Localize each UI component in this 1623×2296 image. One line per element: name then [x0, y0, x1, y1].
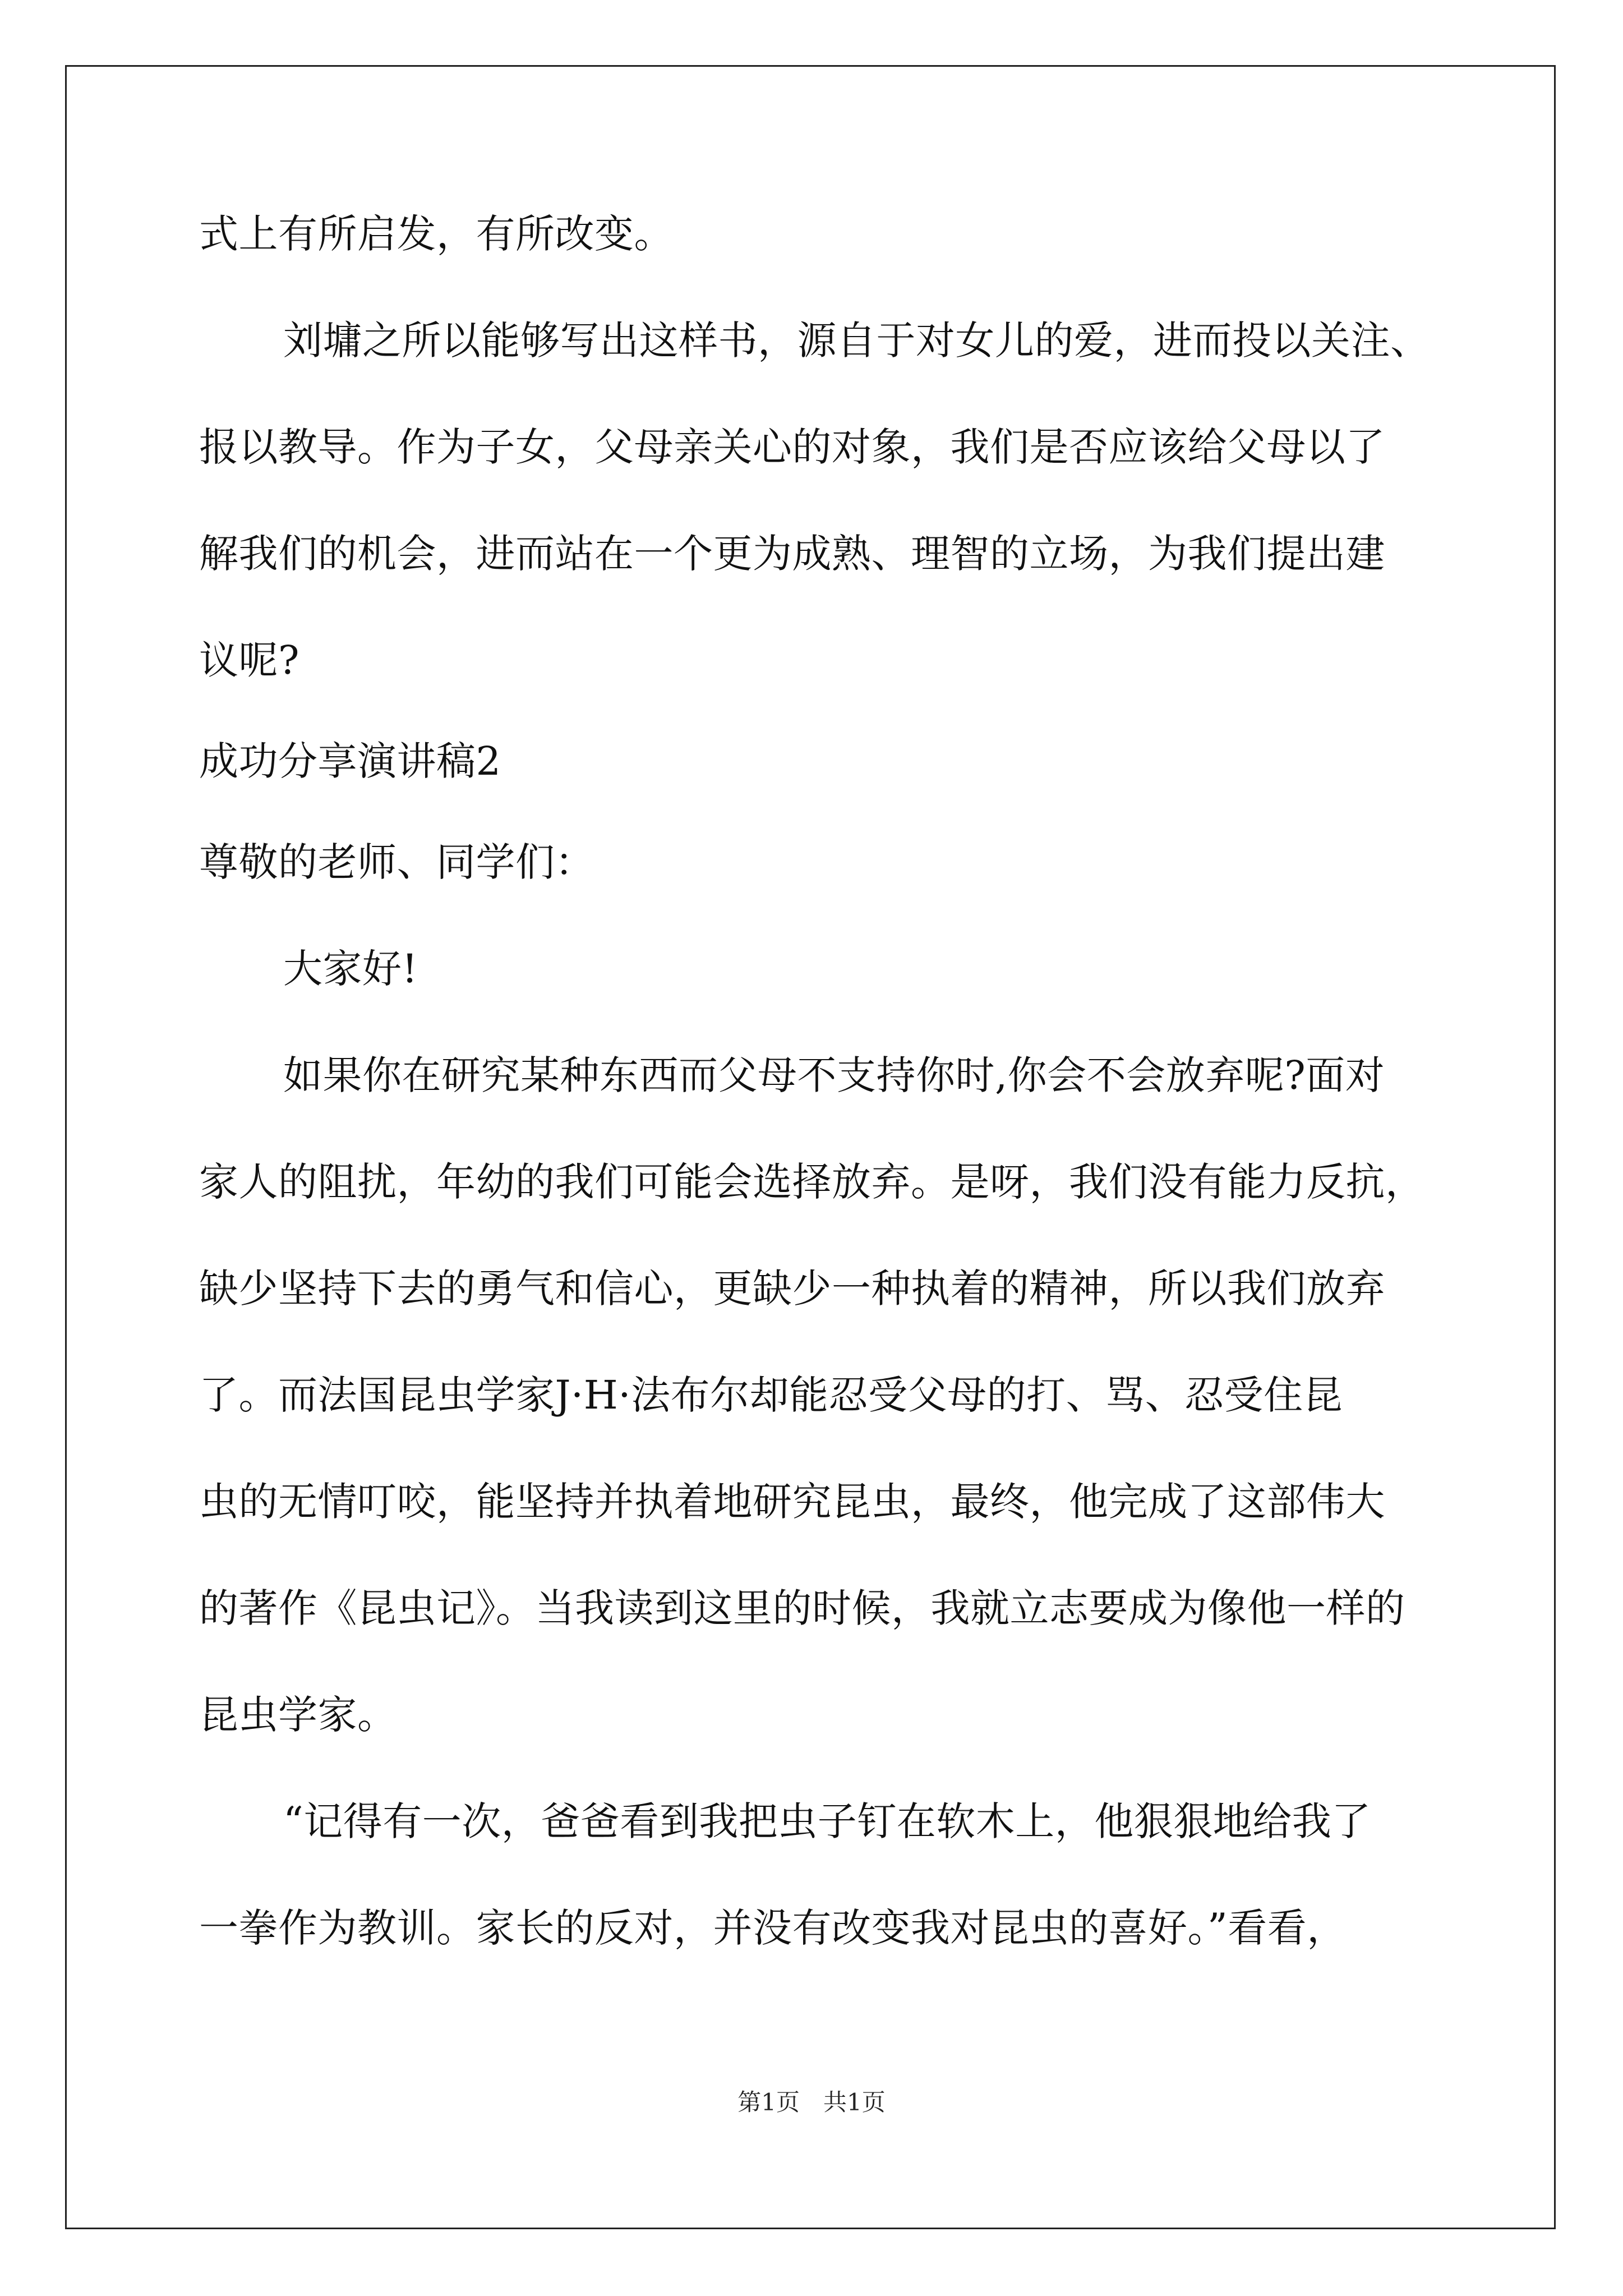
paragraph-line: 的著作《昆虫记》。当我读到这里的时候，我就立志要成为像他一样的 [199, 1585, 1405, 1631]
paragraph-line: “记得有一次，爸爸看到我把虫子钉在软木上，他狠狠地给我了 [283, 1798, 1371, 1844]
paragraph-line: 了。而法国昆虫学家J·H·法布尔却能忍受父母的打、骂、忍受住昆 [199, 1372, 1343, 1418]
paragraph-line: 家人的阻扰，年幼的我们可能会选择放弃。是呀，我们没有能力反抗， [199, 1159, 1425, 1205]
page-count: 共1页 [823, 2088, 886, 2116]
paragraph-line: 刘墉之所以能够写出这样书，源自于对女儿的爱，进而投以关注、 [283, 318, 1430, 364]
section-title: 成功分享演讲稿2 [199, 738, 501, 784]
paragraph-line: 一拳作为教训。家长的反对，并没有改变我对昆虫的喜好。”看看， [199, 1905, 1347, 1951]
greeting: 大家好! [283, 946, 418, 992]
paragraph-line: 缺少坚持下去的勇气和信心，更缺少一种执着的精神，所以我们放弃 [199, 1266, 1385, 1312]
paragraph-line: 式上有所启发，有所改变。 [199, 211, 674, 257]
page-number: 第1页 [737, 2088, 800, 2116]
paragraph-line: 解我们的机会，进而站在一个更为成熟、理智的立场，为我们提出建 [199, 531, 1385, 577]
paragraph-line: 昆虫学家。 [199, 1692, 397, 1738]
paragraph-line: 如果你在研究某种东西而父母不支持你时,你会不会放弃呢?面对 [283, 1052, 1385, 1098]
paragraph-line: 议呢? [199, 637, 300, 683]
paragraph-line: 报以教导。作为子女，父母亲关心的对象，我们是否应该给父母以了 [199, 424, 1385, 470]
paragraph-line: 虫的无情叮咬，能坚持并执着地研究昆虫，最终，他完成了这部伟大 [199, 1479, 1385, 1525]
page-footer [0, 2087, 1623, 2118]
salutation: 尊敬的老师、同学们： [199, 839, 594, 885]
